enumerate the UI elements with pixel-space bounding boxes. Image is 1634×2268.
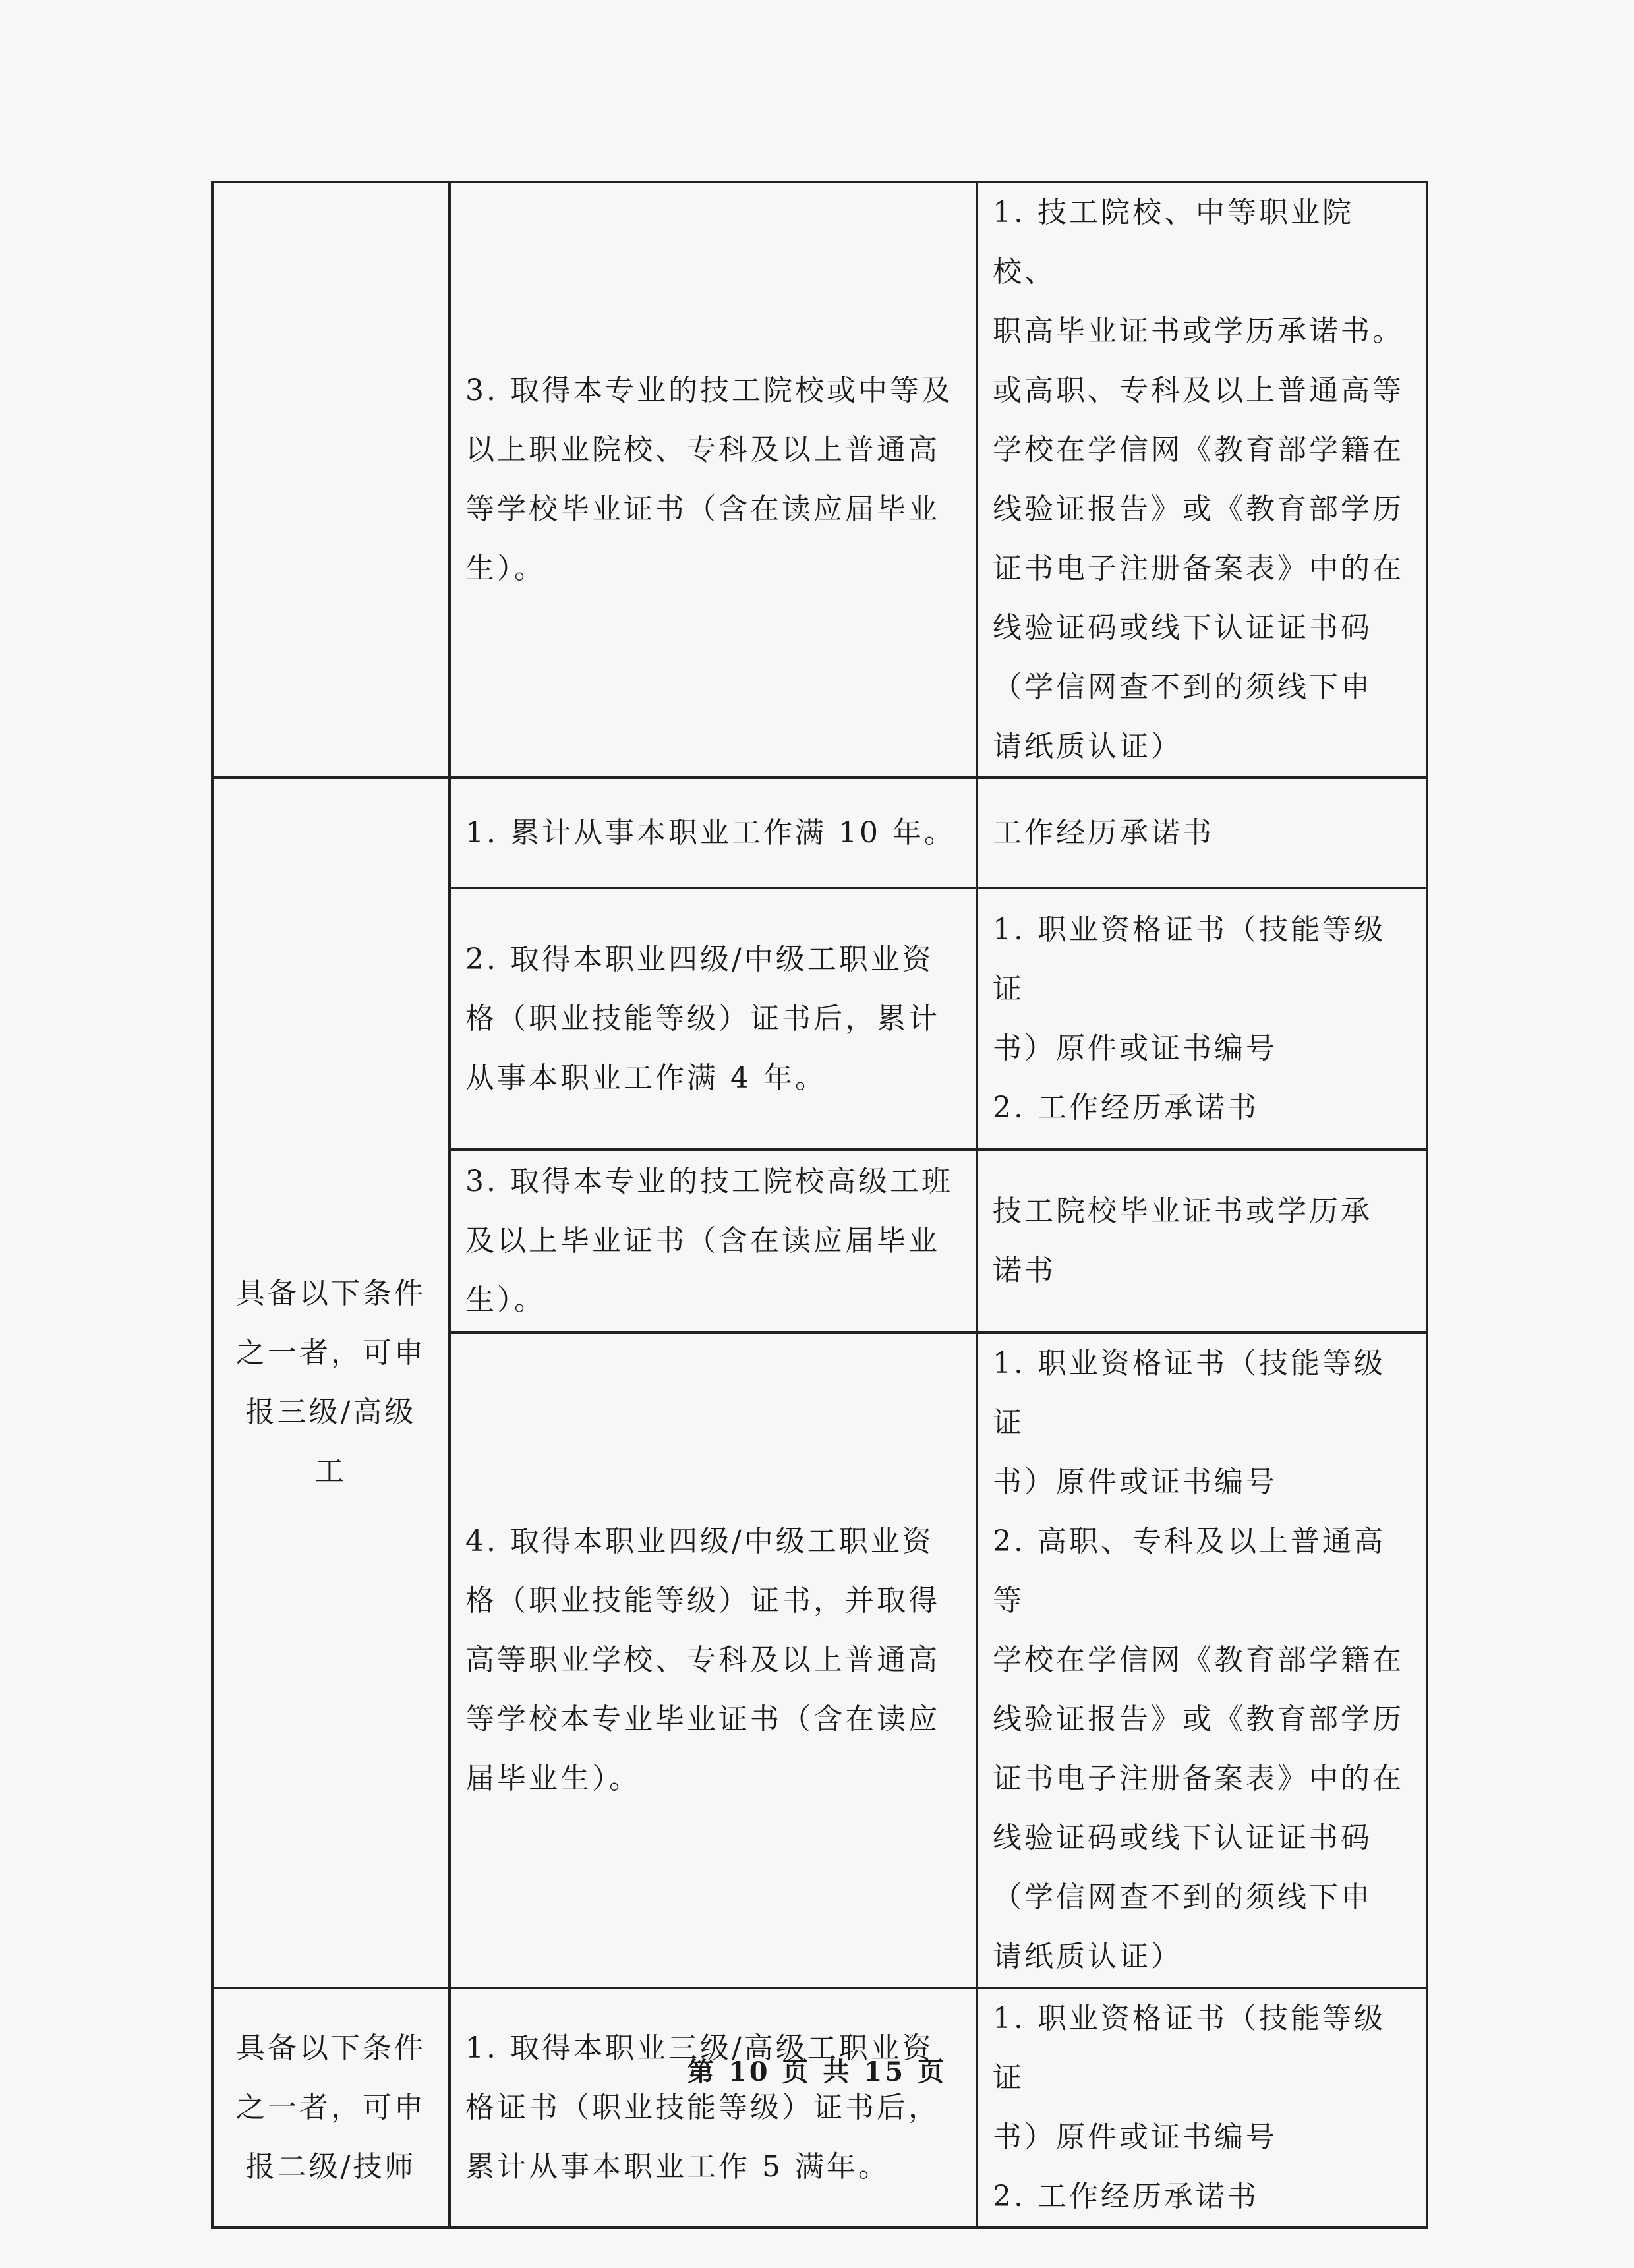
material-cell: 1. 职业资格证书（技能等级证 书）原件或证书编号 2. 工作经历承诺书 [977,888,1427,1149]
group-cell-level-2: 具备以下条件 之一者，可申 报二级/技师 [212,1988,450,2228]
group-cell-continued [212,182,450,778]
group-cell-level-3: 具备以下条件 之一者，可申 报三级/高级 工 [212,778,450,1988]
condition-cell: 3. 取得本专业的技工院校或中等及 以上职业院校、专科及以上普通高 等学校毕业证书（含在读应届毕业 生）。 [450,182,977,778]
condition-cell: 4. 取得本职业四级/中级工职业资 格（职业技能等级）证书，并取得 高等职业学校、专科及以上普通高 等学校本专业毕业证书（含在读应 届毕业生）。 [450,1333,977,1988]
material-cell: 1. 职业资格证书（技能等级证 书）原件或证书编号 2. 高职、专科及以上普通高等 学校在学信网《教育部学籍在 线验证报告》或《教育部学历 证书电子注册备案表》中的在 线验证码或线下认证证书码 （学信网查不到的须线下申 请纸质认证） [977,1333,1427,1988]
table-row [212,182,1427,778]
table-row [212,1988,1427,2228]
condition-cell: 1. 取得本职业三级/高级工职业资 格证书（职业技能等级）证书后， 累计从事本职业工作 5 满年。 [450,1988,977,2228]
condition-cell: 3. 取得本专业的技工院校高级工班 及以上毕业证书（含在读应届毕业 生）。 [450,1149,977,1333]
condition-cell: 2. 取得本职业四级/中级工职业资 格（职业技能等级）证书后，累计 从事本职业工作满 4 年。 [450,888,977,1149]
material-cell: 1. 职业资格证书（技能等级证 书）原件或证书编号 2. 工作经历承诺书 [977,1988,1427,2228]
table-row [212,778,1427,888]
material-cell: 工作经历承诺书 [977,778,1427,888]
requirements-table [211,181,1428,2229]
page-number: 第 10 页 共 15 页 [687,2056,947,2087]
condition-cell: 1. 累计从事本职业工作满 10 年。 [450,778,977,888]
material-cell: 1. 技工院校、中等职业院校、 职高毕业证书或学历承诺书。 或高职、专科及以上普通高等 学校在学信网《教育部学籍在 线验证报告》或《教育部学历 证书电子注册备案表》中的在 线验证码或线下认证证书码 （学信网查不到的须线下申 请纸质认证） [977,182,1427,778]
material-cell: 技工院校毕业证书或学历承 诺书 [977,1149,1427,1333]
